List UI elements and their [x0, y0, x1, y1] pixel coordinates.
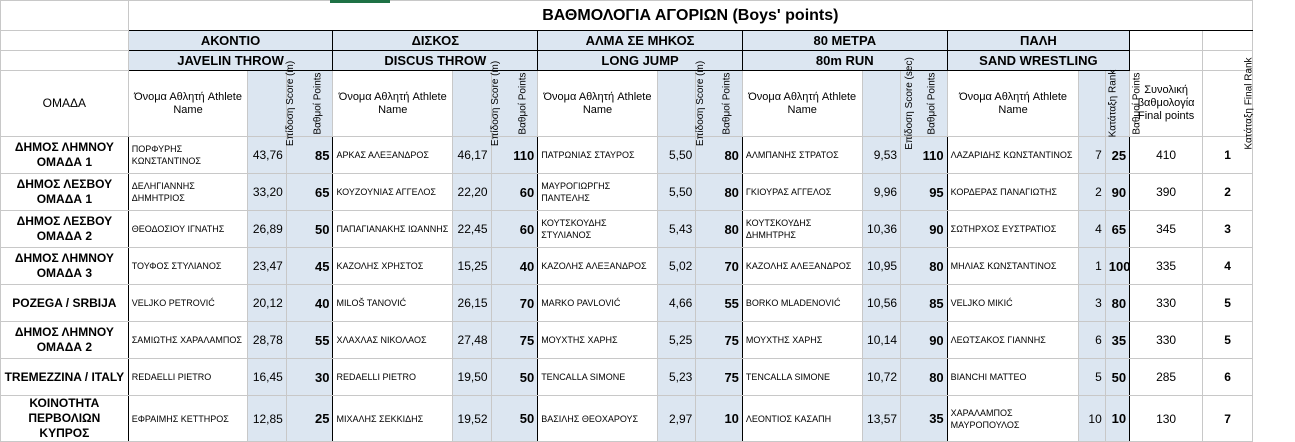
points-value[interactable]: 70	[491, 285, 538, 322]
table-row	[1, 396, 1253, 442]
final-points-value[interactable]: 330	[1130, 285, 1203, 322]
points-value[interactable]: 65	[286, 174, 333, 211]
final-points-value[interactable]: 130	[1130, 396, 1203, 442]
score-value[interactable]: 5,25	[657, 322, 696, 359]
score-value[interactable]: 15,25	[453, 248, 492, 285]
score-value[interactable]: 10,36	[862, 211, 901, 248]
points-value[interactable]: 45	[286, 248, 333, 285]
rank-value[interactable]: 2	[1079, 174, 1105, 211]
points-value[interactable]: 80	[1105, 285, 1129, 322]
header-score	[248, 60, 297, 147]
score-value[interactable]: 4,66	[657, 285, 696, 322]
team-name[interactable]: ΔΗΜΟΣ ΛΗΜΝΟΥ ΟΜΑΔΑ 2	[1, 322, 129, 359]
points-value[interactable]: 65	[1105, 211, 1129, 248]
team-name[interactable]: POZEGA / SRBIJA	[1, 285, 129, 322]
athlete-name[interactable]: ΘΕΟΔΟΣΙΟΥ ΙΓΝΑΤΗΣ	[128, 211, 248, 248]
athlete-name[interactable]: ΜΟΥΧΤΗΣ ΧΑΡΗΣ	[538, 322, 658, 359]
score-value[interactable]: 23,47	[248, 248, 287, 285]
athlete-name[interactable]: ΣΩΤΗΡΧΟΣ ΕΥΣΤΡΑΤΙΟΣ	[947, 211, 1079, 248]
header-rank	[1079, 69, 1119, 138]
athlete-name[interactable]: REDAELLI PIETRO	[333, 359, 453, 396]
score-value[interactable]: 22,45	[453, 211, 492, 248]
athlete-name[interactable]: ΚΟΥΤΣΚΟΥΔΗΣ ΣΤΥΛΙΑΝΟΣ	[538, 211, 658, 248]
points-value[interactable]: 110	[491, 137, 538, 174]
athlete-name[interactable]: ΣΑΜΙΩΤΗΣ ΧΑΡΑΛΑΜΠΟΣ	[128, 322, 248, 359]
event-en-longjump: LONG JUMP	[538, 51, 743, 71]
score-value[interactable]: 43,76	[248, 137, 287, 174]
athlete-name[interactable]: ΛΑΖΑΡΙΔΗΣ ΚΩΝΣΤΑΝΤΙΝΟΣ	[947, 137, 1079, 174]
points-value[interactable]: 80	[901, 248, 948, 285]
athlete-name[interactable]: ΚΑΖΟΛΗΣ ΑΛΕΞΑΝΔΡΟΣ	[742, 248, 862, 285]
event-en-discus: DISCUS THROW	[333, 51, 538, 71]
header-points-text: Βαθμοί Points	[517, 72, 529, 135]
points-value[interactable]: 50	[1105, 359, 1129, 396]
score-value[interactable]: 9,96	[862, 174, 901, 211]
athlete-name[interactable]: TENCALLA SIMONE	[538, 359, 658, 396]
score-value[interactable]: 16,45	[248, 359, 287, 396]
team-name[interactable]: ΔΗΜΟΣ ΛΕΣΒΟΥ ΟΜΑΔΑ 2	[1, 211, 129, 248]
header-final-rank-text: Κατάταξη Final Rank	[1243, 57, 1255, 150]
header-score	[453, 60, 502, 147]
table-title: ΒΑΘΜΟΛΟΓΙΑ ΑΓΟΡΙΩΝ (Boys' points)	[128, 1, 1252, 31]
rank-value[interactable]: 6	[1079, 322, 1105, 359]
empty-cell[interactable]	[1130, 31, 1203, 51]
points-value[interactable]: 60	[491, 174, 538, 211]
final-points-value[interactable]: 345	[1130, 211, 1203, 248]
final-rank-value[interactable]: 1	[1203, 137, 1253, 174]
athlete-name[interactable]: ΚΑΖΟΛΗΣ ΧΡΗΣΤΟΣ	[333, 248, 453, 285]
points-value[interactable]: 75	[696, 359, 743, 396]
final-points-value[interactable]: 330	[1130, 322, 1203, 359]
athlete-name[interactable]: ΠΑΠΑΓΙΑΝΑΚΗΣ ΙΩΑΝΝΗΣ	[333, 211, 453, 248]
points-value[interactable]: 80	[696, 174, 743, 211]
athlete-name[interactable]: REDAELLI PIETRO	[128, 359, 248, 396]
header-athlete: Όνομα Αθλητή Athlete Name	[128, 71, 248, 137]
points-value[interactable]: 110	[901, 137, 948, 174]
team-name[interactable]: ΚΟΙΝΟΤΗΤΑ ΠΕΡΒΟΛΙΩΝ ΚΥΠΡΟΣ	[1, 396, 129, 442]
athlete-name[interactable]: ΚΟΡΔΕΡΑΣ ΠΑΝΑΓΙΩΤΗΣ	[947, 174, 1079, 211]
points-value[interactable]: 55	[696, 285, 743, 322]
score-value[interactable]: 27,48	[453, 322, 492, 359]
score-value[interactable]: 33,20	[248, 174, 287, 211]
athlete-name[interactable]: ΔΕΛΗΓΙΑΝΝΗΣ ΔΗΜΗΤΡΙΟΣ	[128, 174, 248, 211]
event-gr-wrestling: ΠΑΛΗ	[947, 31, 1129, 51]
rank-value[interactable]: 5	[1079, 359, 1105, 396]
athlete-name[interactable]: ΧΑΡΑΛΑΜΠΟΣ ΜΑΥΡΟΠΟΥΛΟΣ	[947, 396, 1079, 442]
points-value[interactable]: 80	[696, 137, 743, 174]
empty-cell[interactable]	[1130, 51, 1203, 71]
athlete-name[interactable]: TENCALLA SIMONE	[742, 359, 862, 396]
team-name[interactable]: ΔΗΜΟΣ ΛΗΜΝΟΥ ΟΜΑΔΑ 1	[1, 137, 129, 174]
points-value[interactable]: 90	[1105, 174, 1129, 211]
score-value[interactable]: 20,12	[248, 285, 287, 322]
rank-value[interactable]: 3	[1079, 285, 1105, 322]
points-value[interactable]: 90	[901, 322, 948, 359]
header-points-text: Βαθμοί Points	[1131, 72, 1143, 135]
header-score-text: Επίδοση Score (m)	[285, 60, 297, 147]
points-value[interactable]: 85	[286, 137, 333, 174]
points-value[interactable]: 10	[696, 396, 743, 442]
table-row	[1, 359, 1253, 396]
header-rank-text: Κατάταξη Rank	[1107, 69, 1119, 138]
points-value[interactable]: 50	[491, 359, 538, 396]
final-points-value[interactable]: 335	[1130, 248, 1203, 285]
event-gr-discus: ΔΙΣΚΟΣ	[333, 31, 538, 51]
athlete-name[interactable]: BIANCHI MATTEO	[947, 359, 1079, 396]
header-score-text: Επίδοση Score (sec)	[903, 57, 915, 150]
event-en-javelin: JAVELIN THROW	[128, 51, 333, 71]
score-value[interactable]: 26,15	[453, 285, 492, 322]
athlete-name[interactable]: ΚΑΖΟΛΗΣ ΑΛΕΞΑΝΔΡΟΣ	[538, 248, 658, 285]
event-en-run: 80m RUN	[742, 51, 947, 71]
points-value[interactable]: 50	[491, 396, 538, 442]
header-athlete: Όνομα Αθλητή Athlete Name	[538, 71, 658, 137]
event-gr-javelin: ΑΚΟΝΤΙΟ	[128, 31, 333, 51]
score-value[interactable]: 46,17	[453, 137, 492, 174]
athlete-name[interactable]: MARKO PAVLOVIĆ	[538, 285, 658, 322]
points-value[interactable]: 75	[696, 322, 743, 359]
score-value[interactable]: 10,56	[862, 285, 901, 322]
score-value[interactable]: 5,23	[657, 359, 696, 396]
event-gr-longjump: ΑΛΜΑ ΣΕ ΜΗΚΟΣ	[538, 31, 743, 51]
athlete-name[interactable]: ΚΟΥΤΣΚΟΥΔΗΣ ΔΗΜΗΤΡΗΣ	[742, 211, 862, 248]
score-value[interactable]: 5,50	[657, 137, 696, 174]
points-value[interactable]: 40	[286, 285, 333, 322]
header-points-text: Βαθμοί Points	[721, 72, 733, 135]
athlete-name[interactable]: ΜΙΧΑΛΗΣ ΣΕΚΚΙΔΗΣ	[333, 396, 453, 442]
header-final-rank	[1203, 57, 1255, 150]
points-value[interactable]: 85	[901, 285, 948, 322]
points-value[interactable]: 80	[901, 359, 948, 396]
active-cell-indicator	[330, 0, 390, 3]
athlete-name[interactable]: VELJKO PETROVIĆ	[128, 285, 248, 322]
athlete-name[interactable]: ΜΟΥΧΤΗΣ ΧΑΡΗΣ	[742, 322, 862, 359]
header-athlete: Όνομα Αθλητή Athlete Name	[333, 71, 453, 137]
score-value[interactable]: 9,53	[862, 137, 901, 174]
empty-cell[interactable]	[1, 31, 129, 51]
final-rank-value[interactable]: 6	[1203, 359, 1253, 396]
athlete-name[interactable]: ΜΗΛΙΑΣ ΚΩΝΣΤΑΝΤΙΝΟΣ	[947, 248, 1079, 285]
score-value[interactable]: 28,78	[248, 322, 287, 359]
table-row	[1, 211, 1253, 248]
table-row	[1, 322, 1253, 359]
athlete-name[interactable]: ΛΕΩΤΣΑΚΟΣ ΓΙΑΝΝΗΣ	[947, 322, 1079, 359]
athlete-name[interactable]: ΕΦΡΑΙΜΗΣ ΚΕΤΤΗΡΟΣ	[128, 396, 248, 442]
points-value[interactable]: 40	[491, 248, 538, 285]
score-value[interactable]: 5,02	[657, 248, 696, 285]
final-points-value[interactable]: 410	[1130, 137, 1203, 174]
points-value[interactable]: 30	[286, 359, 333, 396]
rank-value[interactable]: 4	[1079, 211, 1105, 248]
final-points-value[interactable]: 390	[1130, 174, 1203, 211]
header-team: ΟΜΑΔΑ	[1, 71, 129, 137]
athlete-name[interactable]: ΒΑΣΙΛΗΣ ΘΕΟΧΑΡΟΥΣ	[538, 396, 658, 442]
athlete-name[interactable]: ΛΕΟΝΤΙΟΣ ΚΑΣΑΠΗ	[742, 396, 862, 442]
rank-value[interactable]: 1	[1079, 248, 1105, 285]
athlete-name[interactable]: ΠΑΤΡΩΝΙΑΣ ΣΤΑΥΡΟΣ	[538, 137, 658, 174]
points-value[interactable]: 35	[901, 396, 948, 442]
rank-value[interactable]: 10	[1079, 396, 1105, 442]
athlete-name[interactable]: ΤΟΥΦΟΣ ΣΤΥΛΙΑΝΟΣ	[128, 248, 248, 285]
header-points-text: Βαθμοί Points	[926, 72, 938, 135]
empty-cell[interactable]	[1, 51, 129, 71]
final-rank-value[interactable]: 7	[1203, 396, 1253, 442]
score-value[interactable]: 19,52	[453, 396, 492, 442]
points-value[interactable]: 80	[696, 211, 743, 248]
final-rank-value[interactable]: 4	[1203, 248, 1253, 285]
score-value[interactable]: 12,85	[248, 396, 287, 442]
header-final-points: Συνολική βαθμολογία Final points	[1130, 71, 1203, 137]
athlete-name[interactable]: ΑΡΚΑΣ ΑΛΕΞΑΝΔΡΟΣ	[333, 137, 453, 174]
score-value[interactable]: 10,14	[862, 322, 901, 359]
table-row	[1, 248, 1253, 285]
score-value[interactable]: 26,89	[248, 211, 287, 248]
header-points-text: Βαθμοί Points	[312, 72, 324, 135]
score-value[interactable]: 2,97	[657, 396, 696, 442]
team-name[interactable]: ΔΗΜΟΣ ΛΕΣΒΟΥ ΟΜΑΔΑ 1	[1, 174, 129, 211]
points-value[interactable]: 90	[901, 211, 948, 248]
rank-value[interactable]: 7	[1079, 137, 1105, 174]
points-value[interactable]: 10	[1105, 396, 1129, 442]
points-value[interactable]: 100	[1105, 248, 1129, 285]
empty-cell[interactable]	[1, 1, 129, 31]
points-value[interactable]: 25	[286, 396, 333, 442]
final-rank-value[interactable]: 3	[1203, 211, 1253, 248]
table-row	[1, 137, 1253, 174]
score-value[interactable]: 13,57	[862, 396, 901, 442]
event-gr-run: 80 ΜΕΤΡΑ	[742, 31, 947, 51]
final-rank-value[interactable]: 2	[1203, 174, 1253, 211]
header-score-text: Επίδοση Score (m)	[694, 60, 706, 147]
score-value[interactable]: 10,95	[862, 248, 901, 285]
score-value[interactable]: 22,20	[453, 174, 492, 211]
team-name[interactable]: ΔΗΜΟΣ ΛΗΜΝΟΥ ΟΜΑΔΑ 3	[1, 248, 129, 285]
header-score	[862, 57, 915, 150]
points-value[interactable]: 55	[286, 322, 333, 359]
event-en-wrestling: SAND WRESTLING	[947, 51, 1129, 71]
header-score	[657, 60, 706, 147]
athlete-name[interactable]: ΧΛΑΧΛΑΣ ΝΙΚΟΛΑΟΣ	[333, 322, 453, 359]
score-value[interactable]: 10,72	[862, 359, 901, 396]
header-athlete: Όνομα Αθλητή Athlete Name	[947, 71, 1079, 137]
score-value[interactable]: 19,50	[453, 359, 492, 396]
athlete-name[interactable]: BORKO MLADENOVIĆ	[742, 285, 862, 322]
athlete-name[interactable]: ΜΑΥΡΟΓΙΩΡΓΗΣ ΠΑΝΤΕΛΗΣ	[538, 174, 658, 211]
final-rank-value[interactable]: 5	[1203, 285, 1253, 322]
table-row	[1, 174, 1253, 211]
points-value[interactable]: 35	[1105, 322, 1129, 359]
athlete-name[interactable]: VELJKO MIKIĆ	[947, 285, 1079, 322]
team-name[interactable]: TREMEZZINA / ITALY	[1, 359, 129, 396]
header-score-text: Επίδοση Score (m)	[490, 60, 502, 147]
athlete-name[interactable]: MILOŠ TANOVIĆ	[333, 285, 453, 322]
empty-cell[interactable]	[1203, 31, 1253, 51]
athlete-name[interactable]: ΓΚΙΟΥΡΑΣ ΑΓΓΕΛΟΣ	[742, 174, 862, 211]
points-value[interactable]: 60	[491, 211, 538, 248]
score-value[interactable]: 5,50	[657, 174, 696, 211]
points-value[interactable]: 95	[901, 174, 948, 211]
athlete-name[interactable]: ΠΟΡΦΥΡΗΣ ΚΩΝΣΤΑΝΤΙΝΟΣ	[128, 137, 248, 174]
athlete-name[interactable]: ΑΛΜΠΑΝΗΣ ΣΤΡΑΤΟΣ	[742, 137, 862, 174]
points-value[interactable]: 50	[286, 211, 333, 248]
athlete-name[interactable]: ΚΟΥΖΟΥΝΙΑΣ ΑΓΓΕΛΟΣ	[333, 174, 453, 211]
header-athlete: Όνομα Αθλητή Athlete Name	[742, 71, 862, 137]
final-rank-value[interactable]: 5	[1203, 322, 1253, 359]
final-points-value[interactable]: 285	[1130, 359, 1203, 396]
score-value[interactable]: 5,43	[657, 211, 696, 248]
points-value[interactable]: 70	[696, 248, 743, 285]
points-value[interactable]: 75	[491, 322, 538, 359]
table-row	[1, 285, 1253, 322]
points-value[interactable]: 25	[1105, 137, 1129, 174]
